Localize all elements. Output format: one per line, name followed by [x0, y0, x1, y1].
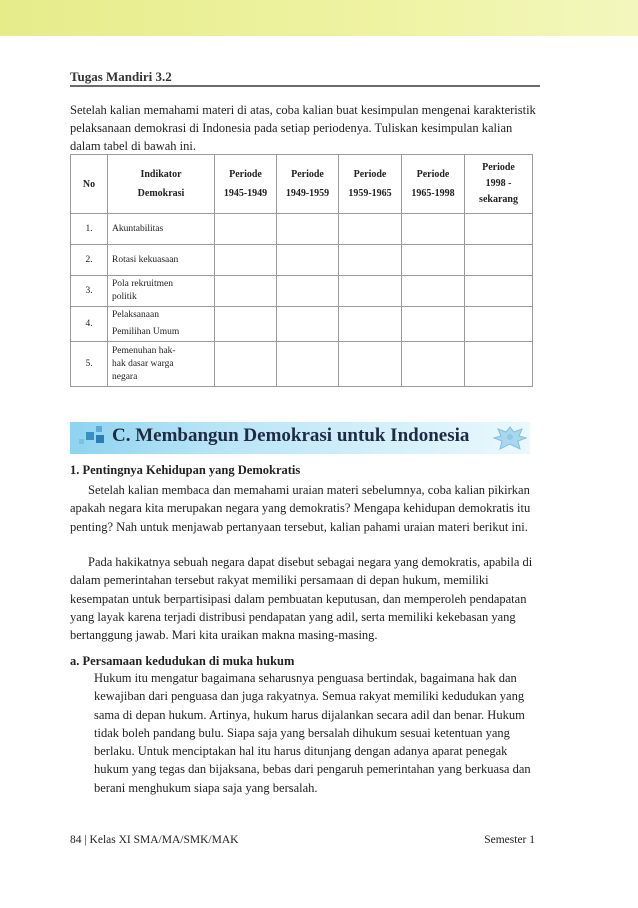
- decor-square: [96, 435, 104, 443]
- row-indicator-line: Pelaksanaan: [112, 310, 159, 320]
- top-color-band: [0, 0, 638, 36]
- row-indicator: [108, 276, 215, 307]
- answer-cell[interactable]: [277, 307, 339, 342]
- answer-cell[interactable]: [215, 342, 277, 387]
- row-number: 3.: [71, 276, 108, 307]
- table-row: [71, 245, 533, 276]
- header-period-label: Periode: [291, 169, 324, 180]
- heading-rule: [70, 85, 540, 87]
- header-period-4: [402, 155, 465, 214]
- answer-cell[interactable]: [465, 342, 533, 387]
- answer-cell[interactable]: [465, 245, 533, 276]
- row-number: 2.: [71, 245, 108, 276]
- answer-cell[interactable]: [402, 307, 465, 342]
- row-indicator-line: Rotasi kekuasaan: [112, 254, 179, 265]
- page-footer-left: 84 | Kelas XI SMA/MA/SMK/MAK: [70, 834, 239, 846]
- header-period-3: [339, 155, 402, 214]
- header-indikator: [108, 155, 215, 214]
- answer-cell[interactable]: [402, 245, 465, 276]
- answer-cell[interactable]: [402, 214, 465, 245]
- answer-cell[interactable]: [215, 276, 277, 307]
- row-indicator-line: politik: [112, 292, 137, 302]
- table-row: [71, 342, 533, 387]
- answer-cell[interactable]: [277, 342, 339, 387]
- answer-cell[interactable]: [465, 307, 533, 342]
- answer-cell[interactable]: [215, 245, 277, 276]
- header-period-label: Periode: [416, 169, 450, 180]
- answer-cell[interactable]: [277, 276, 339, 307]
- header-period-range: 1959-1965: [348, 188, 392, 199]
- paragraph-2: Pada hakikatnya sebuah negara dapat disebut sebagai negara yang demokratis, apabila di dalam pemerintahan tersebut rakyat memiliki persamaan di depan hukum, memiliki kesempatan untuk berpartisipasi dalam pembuatan keputusan, dan memperoleh pendapatan yang layak karena terjadi distribusi pendapatan yang adil, serta memiliki kekebasan yang bertanggung jawab. Mari kita uraikan makna masing-masing.: [70, 555, 533, 643]
- answer-cell[interactable]: [465, 276, 533, 307]
- answer-cell[interactable]: [339, 276, 402, 307]
- subsection-heading-a: a. Persamaan kedudukan di muka hukum: [70, 654, 295, 668]
- header-period-1: [215, 155, 277, 214]
- header-period-label: Periode: [353, 169, 387, 180]
- header-period-range: 1998 -: [485, 178, 512, 189]
- row-number: 5.: [71, 342, 108, 387]
- answer-cell[interactable]: [277, 214, 339, 245]
- row-indicator-line: Pemilihan Umum: [112, 327, 180, 337]
- table-row: [71, 276, 533, 307]
- table-header-row: [71, 155, 533, 214]
- row-number: 4.: [71, 307, 108, 342]
- row-indicator-line: Pola rekruitmen: [112, 279, 173, 289]
- header-period-2: [277, 155, 339, 214]
- task-heading: Tugas Mandiri 3.2: [70, 69, 172, 84]
- header-indikator-line1: Indikator: [140, 169, 182, 180]
- section-banner: [70, 422, 530, 454]
- row-indicator-line: Pemenuhan hak-: [112, 345, 176, 356]
- row-indicator-line: hak dasar warga: [112, 358, 174, 369]
- decor-square: [79, 439, 84, 444]
- header-period-label: Periode: [229, 169, 262, 180]
- answer-cell[interactable]: [215, 214, 277, 245]
- answer-cell[interactable]: [277, 245, 339, 276]
- section-title: C. Membangun Demokrasi untuk Indonesia: [112, 425, 470, 446]
- header-period-range: 1965-1998: [411, 188, 455, 199]
- row-indicator: [108, 342, 215, 387]
- header-period-5: [465, 155, 533, 214]
- democracy-table: [70, 154, 533, 387]
- answer-cell[interactable]: [339, 214, 402, 245]
- row-indicator: [108, 307, 215, 342]
- answer-cell[interactable]: [339, 245, 402, 276]
- row-indicator-line: Akuntabilitas: [112, 223, 164, 234]
- answer-cell[interactable]: [402, 276, 465, 307]
- paragraph-3: Hukum itu mengatur bagaimana seharusnya penguasa bertindak, bagaimana hak dan kewajiban dari penguasa dan juga rakyatnya. Semua rakyat memiliki kedudukan yang sama di depan hukum. Artinya, hukum harus dijalankan secara adil dan benar. Hukum tidak boleh pandang bulu. Siapa saja yang bersalah dihukum sesuai ketentuan yang berlaku. Untuk menciptakan hal itu harus ditunjang dengan adanya aparat penegak hukum yang tegas dan bijaksana, bebas dari pengaruh pemerintahan yang berkuasa dan berani menghukum siapa saja yang bersalah.: [94, 671, 531, 795]
- header-period-range: 1949-1959: [285, 188, 330, 199]
- header-period-label: Periode: [482, 162, 515, 173]
- answer-cell[interactable]: [402, 342, 465, 387]
- answer-cell[interactable]: [339, 307, 402, 342]
- row-indicator-line: negara: [112, 371, 138, 382]
- task-instructions: Setelah kalian memahami materi di atas, coba kalian buat kesimpulan mengenai karakteristik pelaksanaan demokrasi di Indonesia pada setiap periodenya. Tuliskan kesimpulan kalian dalam tabel di bawah ini.: [70, 103, 536, 153]
- answer-cell[interactable]: [215, 307, 277, 342]
- header-no: No: [71, 155, 108, 214]
- header-period-range-end: sekarang: [479, 194, 518, 205]
- paragraph-1: Setelah kalian membaca dan memahami uraian materi sebelumnya, coba kalian pikirkan apakah negara kita merupakan negara yang demokratis? Mengapa kehidupan demokratis itu penting? Nah untuk menjawab pertanyaan tersebut, kalian pahami uraian materi berikut ini.: [70, 483, 531, 534]
- row-number: 1.: [71, 214, 108, 245]
- decor-square: [86, 432, 94, 440]
- answer-cell[interactable]: [465, 214, 533, 245]
- table-row: [71, 214, 533, 245]
- decor-square: [96, 426, 102, 432]
- subsection-heading-1: 1. Pentingnya Kehidupan yang Demokratis: [70, 463, 301, 477]
- page-footer-right: Semester 1: [484, 834, 535, 846]
- answer-cell[interactable]: [339, 342, 402, 387]
- table-row: [71, 307, 533, 342]
- row-indicator: [108, 214, 215, 245]
- garuda-emblem-icon: [492, 423, 528, 453]
- header-period-range: 1945-1949: [223, 188, 268, 199]
- row-indicator: [108, 245, 215, 276]
- header-indikator-line2: Demokrasi: [137, 188, 185, 199]
